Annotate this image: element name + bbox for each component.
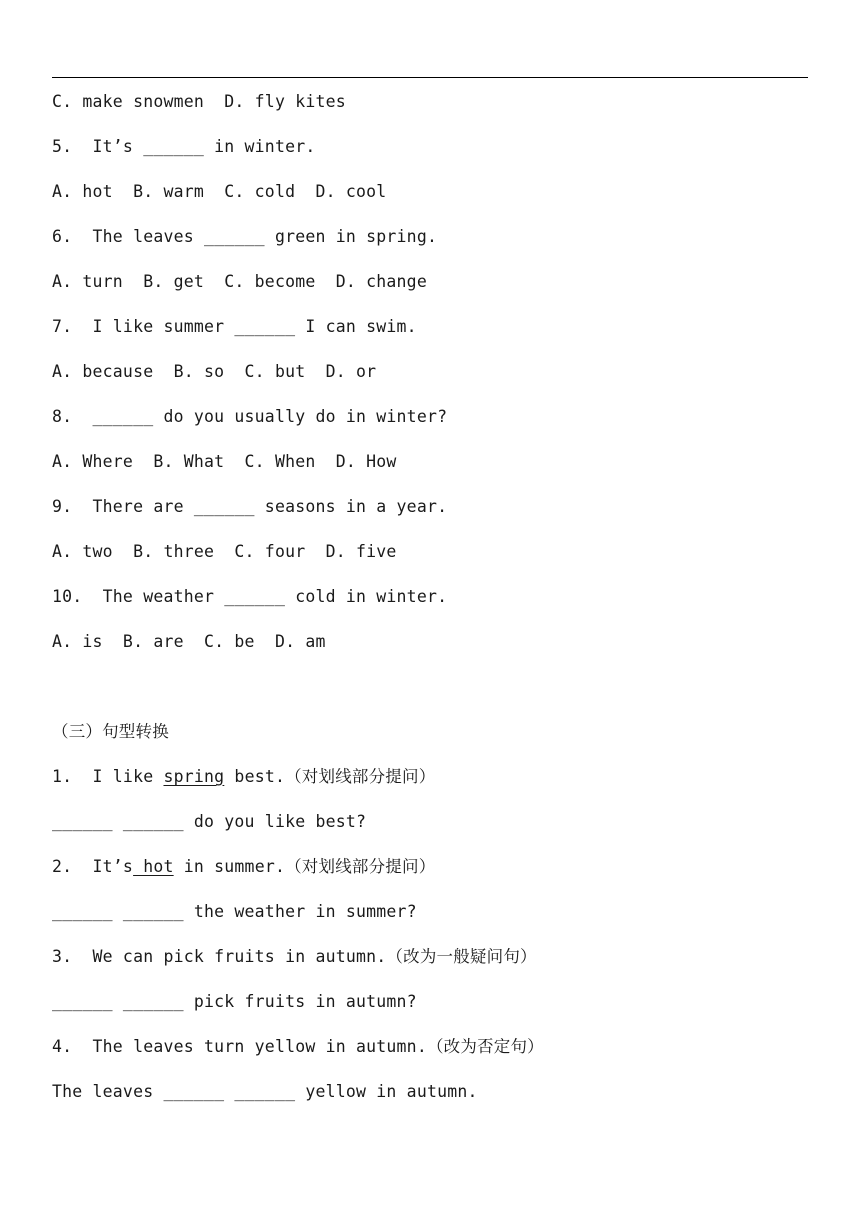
q5-options: A. hot B. warm C. cold D. cool [52,182,387,201]
transform-q2 [52,856,435,878]
q8-options: A. Where B. What C. When D. How [52,452,397,471]
transform-q1-answer: ______ ______ do you like best? [52,812,367,831]
transform-q2-answer: ______ ______ the weather in summer? [52,902,417,921]
q9-question: 9. There are ______ seasons in a year. [52,497,448,516]
transform-q3: 3. We can pick fruits in autumn.（改为一般疑问句） [52,947,537,966]
q10-options: A. is B. are C. be D. am [52,632,326,651]
q4-options-continued: C. make snowmen D. fly kites [52,92,346,111]
transform-q4: 4. The leaves turn yellow in autumn.（改为否定句） [52,1037,544,1056]
transform-q1 [52,766,435,788]
transform-q4-answer: The leaves ______ ______ yellow in autumn. [52,1082,478,1101]
header-rule [52,77,808,78]
q2-underlined-word: hot [133,857,174,876]
q1-text-after: best.（对划线部分提问） [224,767,436,786]
q8-question: 8. ______ do you usually do in winter? [52,407,448,426]
q2-text-before: 2. It’s [52,857,134,876]
q6-question: 6. The leaves ______ green in spring. [52,227,438,246]
q10-question: 10. The weather ______ cold in winter. [52,587,448,606]
section-heading: （三）句型转换 [52,722,169,741]
q5-question: 5. It’s ______ in winter. [52,137,316,156]
transform-q3-answer: ______ ______ pick fruits in autumn? [52,992,417,1011]
q7-options: A. because B. so C. but D. or [52,362,377,381]
q6-options: A. turn B. get C. become D. change [52,272,427,291]
q9-options: A. two B. three C. four D. five [52,542,397,561]
q2-text-after: in summer.（对划线部分提问） [173,857,436,876]
q7-question: 7. I like summer ______ I can swim. [52,317,417,336]
q1-underlined-word: spring [163,767,225,786]
q1-text-before: 1. I like [52,767,164,786]
